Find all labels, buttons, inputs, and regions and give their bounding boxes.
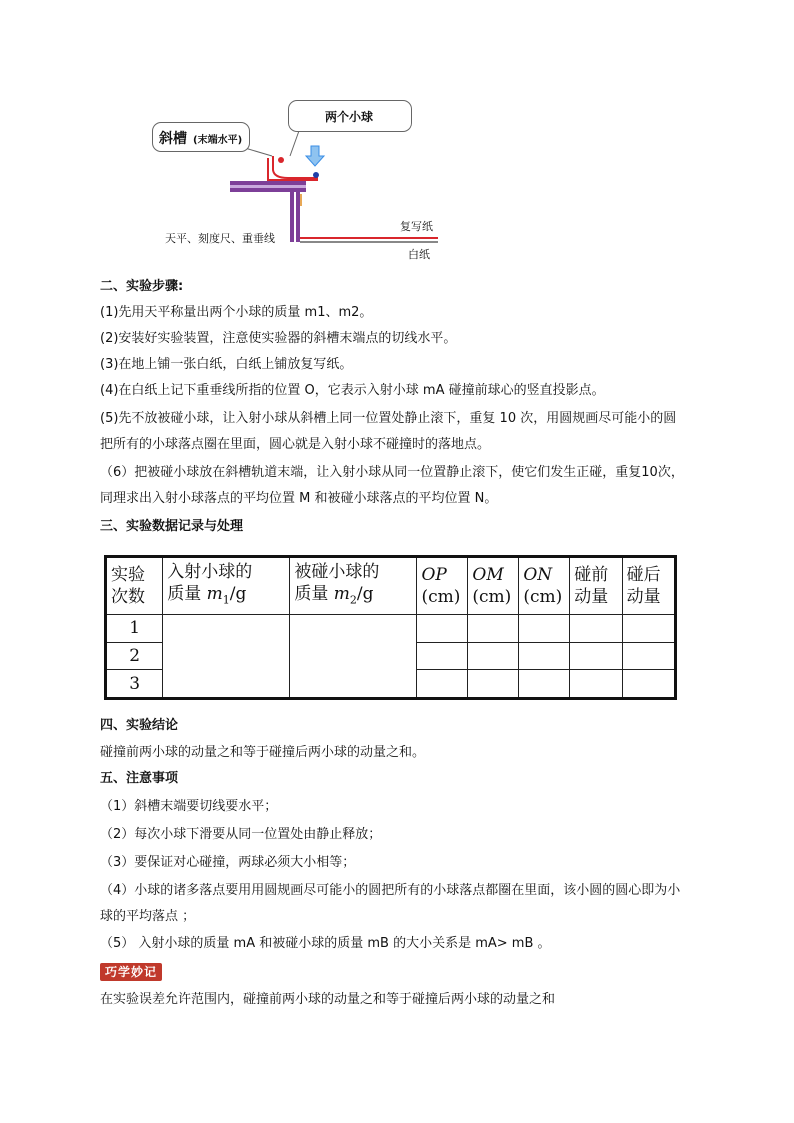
white-paper-label: 白纸 xyxy=(408,248,430,261)
step-3: (3)在地上铺一张白纸，白纸上铺放复写纸。 xyxy=(100,357,353,372)
table-row xyxy=(106,615,676,643)
header-op-unit: (cm) xyxy=(421,587,461,607)
momentum-after-cell[interactable] xyxy=(622,615,675,643)
note-1: （1）斜槽末端要切线要水平； xyxy=(100,799,278,814)
header-target-unit: /g xyxy=(356,583,374,604)
note-4: （4）小球的诸多落点要用用圆规画尽可能小的圆把所有的小球落点都圈在里面，该小圆的圆心即为小 xyxy=(100,883,681,898)
note-2: （2）每次小球下滑要从同一位置处由静止释放； xyxy=(100,827,382,842)
header-target-mass xyxy=(290,557,417,615)
table-top-stripe-2 xyxy=(230,188,306,192)
conclusion-heading: 四、实验结论 xyxy=(100,718,179,733)
header-trial xyxy=(106,557,163,615)
header-incident-line1: 入射小球的 xyxy=(167,561,253,582)
header-incident-symbol: m xyxy=(206,583,223,604)
header-incident-unit: /g xyxy=(229,583,247,604)
header-incident-mass xyxy=(163,557,290,615)
balls-callout xyxy=(288,100,412,132)
header-op xyxy=(417,557,468,615)
data-heading: 三、实验数据记录与处理 xyxy=(100,519,244,534)
arrow-icon xyxy=(306,146,324,166)
momentum-before-cell[interactable] xyxy=(570,615,622,643)
step-6: （6）把被碰小球放在斜槽轨道末端，让入射小球从同一位置静止滚下，使它们发生正碰，重复10次， xyxy=(100,465,684,480)
header-on xyxy=(519,557,570,615)
note-4-cont: 球的平均落点 ； xyxy=(100,909,196,924)
table-top-mid xyxy=(230,185,306,188)
header-after-line1: 碰后 xyxy=(626,565,661,585)
header-target-line2 xyxy=(294,583,412,611)
momentum-after-cell[interactable] xyxy=(622,670,675,699)
on-cell[interactable] xyxy=(519,670,570,699)
balls-callout-pointer xyxy=(290,128,300,156)
header-target-line1: 被碰小球的 xyxy=(294,561,380,582)
header-incident-line2 xyxy=(167,583,285,611)
header-om-unit: (cm) xyxy=(472,587,512,607)
step-2: (2)安装好实验装置，注意使实验器的斜槽末端点的切线水平。 xyxy=(100,331,457,346)
on-cell[interactable] xyxy=(519,642,570,670)
table-leg-inner xyxy=(296,192,300,242)
header-op-label: OP xyxy=(421,565,447,585)
note-3: （3）要保证对心碰撞，两球必须大小相等； xyxy=(100,855,356,870)
header-trial-line2: 次数 xyxy=(111,587,145,607)
incident-mass-cell[interactable] xyxy=(163,615,290,699)
experiment-diagram xyxy=(150,98,450,263)
header-before-line1: 碰前 xyxy=(574,565,609,585)
header-incident-mass-word: 质量 xyxy=(167,583,207,604)
carbon-paper-label: 复写纸 xyxy=(400,220,433,233)
trial-number: 1 xyxy=(106,615,163,643)
om-cell[interactable] xyxy=(468,615,519,643)
header-om xyxy=(468,557,519,615)
target-ball xyxy=(313,172,319,178)
header-trial-line1: 实验 xyxy=(111,565,145,585)
header-incident-subscript: 1 xyxy=(222,593,230,607)
step-1: (1)先用天平称量出两个小球的质量 m1、m2。 xyxy=(100,305,373,320)
conclusion-text: 碰撞前两小球的动量之和等于碰撞后两小球的动量之和。 xyxy=(100,745,426,760)
on-cell[interactable] xyxy=(519,615,570,643)
chute-label: 斜槽 xyxy=(159,131,187,147)
tools-label: 天平、刻度尺、重垂线 xyxy=(165,232,275,245)
target-mass-cell[interactable] xyxy=(290,615,417,699)
header-on-label: ON xyxy=(523,565,553,585)
header-after-line2: 动量 xyxy=(626,587,661,607)
data-table xyxy=(104,555,677,700)
op-cell[interactable] xyxy=(417,615,468,643)
header-om-label: OM xyxy=(472,565,504,585)
om-cell[interactable] xyxy=(468,670,519,699)
trial-number: 3 xyxy=(106,670,163,699)
header-target-subscript: 2 xyxy=(349,593,357,607)
step-5: (5)先不放被碰小球，让入射小球从斜槽上同一位置处静止滚下，重复 10 次，用圆规画尽可能小的圆 xyxy=(100,411,677,426)
momentum-before-cell[interactable] xyxy=(570,642,622,670)
header-momentum-after xyxy=(622,557,675,615)
header-on-unit: (cm) xyxy=(523,587,563,607)
step-4: (4)在白纸上记下重垂线所指的位置 O，它表示入射小球 mA 碰撞前球心的竖直投影点。 xyxy=(100,383,605,398)
header-momentum-before xyxy=(570,557,622,615)
momentum-after-cell[interactable] xyxy=(622,642,675,670)
incident-ball xyxy=(278,157,284,163)
step-6-cont: 同理求出入射小球落点的平均位置 M 和被碰小球落点的平均位置 N。 xyxy=(100,491,498,506)
tip-text: 在实验误差允许范围内，碰撞前两小球的动量之和等于碰撞后两小球的动量之和 xyxy=(100,992,556,1007)
header-before-line2: 动量 xyxy=(574,587,609,607)
trial-number: 2 xyxy=(106,642,163,670)
table-leg-outer xyxy=(290,192,294,242)
step-5-cont: 把所有的小球落点圈在里面，圆心就是入射小球不碰撞时的落地点。 xyxy=(100,437,491,452)
table-top-stripe-1 xyxy=(230,181,306,185)
op-cell[interactable] xyxy=(417,642,468,670)
steps-heading: 二、实验步骤: xyxy=(100,279,184,294)
momentum-before-cell[interactable] xyxy=(570,670,622,699)
chute-note: (末端水平) xyxy=(193,135,243,146)
tip-badge: 巧学妙记 xyxy=(100,963,162,981)
chute-callout-pointer xyxy=(245,148,272,156)
notes-heading: 五、注意事项 xyxy=(100,771,179,786)
header-target-mass-word: 质量 xyxy=(294,583,334,604)
table-header-row xyxy=(106,557,676,615)
chute-callout xyxy=(152,122,250,152)
balls-label: 两个小球 xyxy=(325,110,374,124)
note-5: （5） 入射小球的质量 mA 和被碰小球的质量 mB 的大小关系是 mA> mB 。 xyxy=(100,936,551,951)
om-cell[interactable] xyxy=(468,642,519,670)
header-target-symbol: m xyxy=(333,583,350,604)
op-cell[interactable] xyxy=(417,670,468,699)
